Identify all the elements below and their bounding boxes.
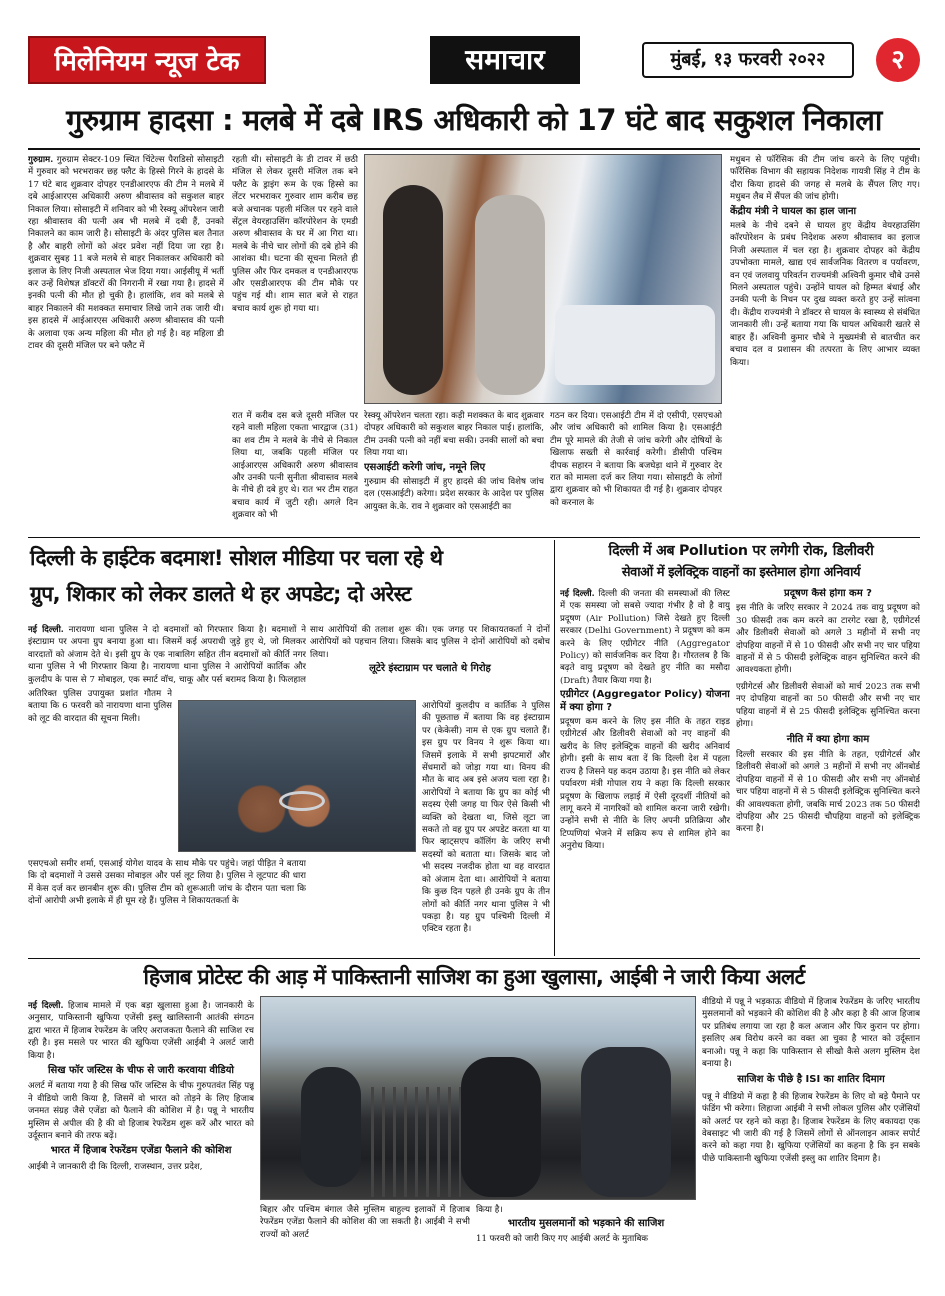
story1-column-5 [730,154,920,534]
story1-minister-subhead: केंद्रीय मंत्री ने घायल का हाल जाना [730,205,857,217]
story3-col1-text: दिल्ली की जनता की समस्याओं की लिस्ट में एक समस्या जो सबसे ज्यादा गंभीर है वो है वायु प्रदूषण (Air Pollution) जिसे देखते हुए दिल्ली सरकार (Delhi Government) ने प्रदूषण को कम करने के लिए एग्रीगेटर नीति (Aggregator Policy) को सार्वजनिक कर दिया है। गौरतलब है कि बढ़ते वायु प्रदूषण को देखते हुए नीति का मसौदा (Draft) तैयार किया गया है। [560,589,730,686]
story3-dateline: नई दिल्ली. [560,589,595,599]
story2-col2-text: साथ आरोपियों की तलाश शुरू की। एक जगह पर शिकायतकर्ता ने दोनों आरोपियों को पहचान लिया। जिसके बाद पुलिस ने दोनों आरोपियों को दबोच लिया। [310,625,550,660]
story2-column-1-bottom [28,858,306,956]
story1-column-2a [232,154,358,404]
story4-col4-text: वीडियो में पन्नू ने भड़काऊ वीडियो में हिजाब रेफरेंडम के जरिए भारतीय मुसलमानों को भड़काने की कोशिश की है और कहा है की आज हिजाब पर प्रतिबंध लगाया जा रहा है कल अजान और फिर कुरान पर होगा। इसलिए अब विरोध करने का वक्त आ चुका है भारत को उर्दूस्तान बनाओ। पन्नू ने कहा कि पाकिस्तान से सीखो कैसे अलग मुस्लिम देश बनाया है। [702,997,920,1070]
issue-date: मुंबई, १३ फरवरी २०२२ [642,42,854,78]
story4-column-1 [28,1000,254,1254]
story3-headline-line2: सेवाओं में इलेक्ट्रिक वाहनों का इस्तेमाल होगा अनिवार्य [621,565,861,580]
story1-sit-subhead: एसआईटी करेगी जांच, नमूने लिए [364,461,486,473]
story1-col5b-text: मलबे के नीचे दबने से घायल हुए केंद्रीय वेयरहाउसिंग कॉरपोरेशन के प्रबंध निदेशक अरुण श्रीवास्तव का इलाज निजी अस्पताल में चल रहा है। शुक्रवार दोपहर को केंद्रीय उपभोक्ता मामले, खाद्य एवं सार्वजनिक वितरण व पर्यावरण, वन एवं जलवायु परिवर्तन राज्यमंत्री अश्विनी कुमार चौबे उनसे मिलने अस्पताल पहुंचे। उन्होंने घायल को हिम्मत बंधाई और उनकी पत्नी के निधन पर दुख व्यक्त करते हुए उन्हें सांत्वना दी। केंद्रीय राज्यमंत्री ने डॉक्टर से घायल के स्वास्थ्य से संबंधित जानकारी ली। उन्हें बताया गया कि घायल अधिकारी खतरे से बाहर हैं। अश्विनी कुमार चौबे ने मुख्यमंत्री से बातचीत कर बचाव दल व प्रशासन की तत्परता के लिए आभार व्यक्त किया। [730,221,920,368]
hijab-protest-photo [260,996,696,1200]
story4-column-3 [476,1204,696,1256]
story1-column-4 [550,410,722,534]
story2-dateline: नई दिल्ली. [28,625,64,635]
story4-headline: हिजाब प्रोटेस्ट की आड़ में पाकिस्तानी साजिश का हुआ खुलासा, आईबी ने जारी किया अलर्ट [143,965,805,989]
story3-headline-line1: दिल्ली में अब Pollution पर लगेगी रोक, डिलीवरी [608,543,874,559]
section-label: समाचार [430,36,580,84]
story2-col1-text: नारायणा थाना पुलिस ने दो बदमाशों को गिरफ्तार किया है। बदमाशों ने इंस्टाग्राम पर अपना ग्रुप बनाया हुआ था। जिसमें कई अपराधी जुड़े हुए थे, जो मिलकर वारदातों को अंजाम देते थे। इसी ग्रुप के एक नाबालिग सहित तीन बदमाशों को कीर्ति नगर थाना पुलिस ने भी गिरफ्तार किया है। नारायणा थाना पुलिस ने आरोपियों कार्तिक और कुलदीप के पास से 7 मोबाइल, एक स्मार्ट वॉच, चाकू और पर्स बरामद किया है। फिलहाल [28,625,306,684]
story3-col2c-text: दिल्ली सरकार की इस नीति के तहत, एग्रीगेटर्स और डिलीवरी सेवाओं को अगले 3 महीनों में सभी नए ऑनबोर्ड दोपहिया वाहनों में से 10 फीसदी और सभी नए ऑनबोर्ड चार पहिया वाहनों में से 5 फीसदी इलेक्ट्रिक सुनिश्चित करने की आवश्यकता होगी, जबकि मार्च 2023 तक 50 फीसदी दोपहिया और 25 फीसदी चौपहिया वाहनों को इलेक्ट्रिक करना है। [736,749,920,835]
story1-column-2b [232,410,358,534]
photo-crowd-group-3 [581,1047,671,1197]
story2-column-2b [422,700,550,956]
story3-policy-subhead: एग्रीगेटर (Aggregator Policy) योजना में क्या होगा ? [560,689,730,713]
story2-headline-line1: दिल्ली के हाईटेक बदमाश! सोशल मीडिया पर चला रहे थे [30,546,443,570]
masthead [28,36,920,84]
story4-column-4 [702,996,920,1256]
story2-col1c-text: एसएचओ समीर शर्मा, एसआई योगेश यादव के साथ मौके पर पहुंचे। जहां पीड़ित ने बताया कि दो बदमाशों ने उससे उसका मोबाइल और पर्स लूट लिया है। पुलिस ने लूटपाट की धारा में केस दर्ज कर छानबीन शुरू की। पुलिस टीम को शुरूआती जांच के दौरान पता चला कि दोनों आरोपी अभी इलाके में ही घूम रहे हैं। पुलिस ने शिकायतकर्ता के [28,859,306,907]
story1-col5-text: मधुबन से फॉरेंसिक की टीम जांच करने के लिए पहुंची। फॉरेंसिक विभाग की सहायक निदेशक गायत्री सिंह ने टीम के दौरा किया हादसे की जगह से मलबे के सैंपल लिए गए। मधुबन लैब में सैंपल की जांच होगी। [730,155,920,203]
story4-dateline: नई दिल्ली. [28,1001,64,1011]
page-number-badge: २ [876,38,920,82]
story4-col2-text: बिहार और पश्चिम बंगाल जैसे मुस्लिम बाहुल्य इलाकों में हिजाब रेफरेंडम एजेंडा फैलाने की कोशिश की जा सकती है। आईबी ने सभी राज्यों को अलर्ट [260,1205,470,1240]
photo-gate-bars [371,1087,461,1197]
story2-story3-divider [554,540,555,956]
story3-column-1 [560,588,730,956]
story3-col2-text: इस नीति के जरिए सरकार ने 2024 तक वायु प्रदूषण को 30 फीसदी तक कम करने का टारगेट रखा है, एग्रीगेटर्स और डिलीवरी सेवाओं को अगले 3 महीनों में सभी नए दोपहिया वाहनों में से 10 फीसदी और सभी नए चार पहिया वाहनों में से 5 फीसदी इलेक्ट्रिक वाहन सुनिश्चित करने की आवश्यकता होगी। [736,603,920,676]
brand-logo: मिलेनियम न्यूज टेक [28,36,266,84]
story2-headline-line2: ग्रुप, शिकार को लेकर डालते थे हर अपडेट; दो अरेस्ट [30,582,412,606]
story1-col3-text: रेस्क्यू ऑपरेशन चलता रहा। कड़ी मशक्कत के बाद शुक्रवार दोपहर अधिकारी को सकुशल बाहर निकाल पाई। हालांकि, टीम उनकी पत्नी को नहीं बचा सकी। उनकी सालों को बचा लिया गया था। [364,411,544,459]
story1-column-1 [28,154,224,528]
story4-agenda-subhead: भारत में हिजाब रेफरेंडम एजेंडा फैलाने की कोशिश [50,1145,232,1157]
story4-col1c-text: आईबी ने जानकारी दी कि दिल्ली, राजस्थान, उत्तर प्रदेश, [28,1161,203,1172]
story2-col2b-text: आरोपियों कुलदीप व कार्तिक ने पुलिस की पूछताछ में बताया कि वह इंस्टाग्राम पर (केकेसी) नाम से एक ग्रुप चलाते हैं। इस ग्रुप पर विनय ने शुरू किया था। जिसमें इलाके में सभी झपटमारों और सेंधमारों को जोड़ा गया था। विनय की मौत के बाद अब इसे अजय चला रहा है। आरोपियों ने बताया कि ग्रुप का कोई भी सदस्य ऐसी जगह या फिर ऐसे किसी भी व्यक्ति को देखता था, जिसे लूटा जा सकते तो वह ग्रुप पर अपडेट करता था या फिर व्हाट्सएप कॉलिंग के जरिए सभी सदस्यों को बताता था। जिसके बाद जो भी सदस्य नजदीक होता था वह वारदात को अंजाम देता था। आरोपियों ने बताया कि कुछ दिन पहले ही उनके ग्रुप के तीन लोगों को कीर्ति नगर थाना पुलिस ने भी पकड़ा है। यह ग्रुप पश्चिमी दिल्ली में एक्टिव रहता है। [422,701,550,935]
story1-top-rule [28,148,920,150]
story1-col1-text: गुरुग्राम सेक्टर-109 स्थित चिंटेल्स पैराडिसो सोसाइटी में गुरुवार को भरभराकर छह फ्लैट के हिस्से गिरने के हादसे के 17 घंटे बाद शुक्रवार दोपहर एनडीआरएफ की टीम ने मलबे में दबे आईआरएस अधिकारी अरुण श्रीवास्तव को सकुशल बाहर निकाल लिया। सोसाइटी में शनिवार को भी रेस्क्यू ऑपरेशन जारी रहा श्रीवास्तव की पत्नी अब भी मलबे में दबी हैं, उनको निकालने का काम जारी है। सोसाइटी के अंदर पुलिस बल तैनात है और बाहरी लोगों को अंदर प्रवेश नहीं दिया जा रहा है। शुक्रवार सुबह 11 बजे मलबे से बाहर निकालकर अधिकारी को इलाज के लिए निजी अस्पताल भेज दिया गया। आईसीयू में भर्ती कर उन्हें विशेषज्ञ डॉक्टरों की निगरानी में रखा गया है। हादसे में इनकी पत्नी की मौत हो चुकी है। हालांकि, शव को मलबे से बाहर निकालने की मशक्कत समाचार लिखे जाने तक जारी थी। इस हादसे में आईआरएस अधिकारी अरुण श्रीवास्तव की पत्नी के अलावा एक अन्य महिला की मौत हो गई है। वह महिला डी टावर की दूसरी मंजिल पर बने फ्लैट में [28,155,224,352]
story1-col2a-text: रहती थी। सोसाइटी के डी टावर में छठी मंजिल से लेकर दूसरी मंजिल तक बने फ्लैट के ड्राइंग रूम के एक हिस्से का लेंटर भरभराकर गुरुवार शाम करीब छह बजे अचानक पहली मंजिल पर रहने वाले सेंट्रल वेयरहाउसिंग कॉरपोरेशन के एमडी अरुण श्रीवास्तव के घर में आ गिरा था। मलबे के नीचे चार लोगों की दबे होने की आशंका थी। घटना की सूचना मिलते ही पुलिस और फिर दमकल व एनडीआरएफ और एसडीआरएफ की टीम मौके पर पहुंच गई थी। शाम सात बजे से राहत बचाव कार्य शुरू हो गया था। [232,155,358,314]
story3-work-subhead: नीति में क्या होगा काम [786,734,870,746]
photo-figure-center [475,195,545,395]
story2-gang-subhead: लूटेरे इंस्टाग्राम पर चलाते थे गिरोह [369,663,491,675]
handcuffs-photo [178,700,416,852]
story3-reduction-subhead: प्रदूषण कैसे होगा कम ? [784,588,872,599]
story4-col3b-text: 11 फरवरी को जारी किए गए आईबी अलर्ट के मुताबिक [476,1233,648,1244]
hospital-visit-photo [364,154,722,404]
story3-col1b-text: प्रदूषण कम करने के लिए इस नीति के तहत राइड एग्रीगेटर्स और डिलीवरी सेवाओं को नए वाहनों की खरीद के लिए इलेक्ट्रिक वाहनों की खरीद अनिवार्य होगी। इसी के साथ बता दें कि दिल्ली देश में पहला राज्य है जिसने यह कदम उठाया है। इस नीति को लेकर पर्यावरण मंत्री गोपाल राय ने कहा कि दिल्ली सरकार प्रदूषण के खिलाफ लड़ाई में ऐसी दूरदर्शी नीतियों को लागू करने में नागरिकों को शामिल करना जारी रखेगी। उन्होंने सभी से नीति के लिए अपनी प्रतिक्रिया और टिप्पणियां भेजने में सक्रिय रूप से शामिल होने का अनुरोध किया। [560,717,730,852]
photo-handcuff-ring [279,791,325,811]
story1-headline: गुरुग्राम हादसा : मलबे में दबे IRS अधिकारी को 17 घंटे बाद सकुशल निकाला [66,103,882,137]
story2-column-2 [310,624,550,696]
story4-col1-text: हिजाब मामले में एक बड़ा खुलासा हुआ है। जानकारी के अनुसार, पाकिस्तानी खुफिया एजेंसी इस्लु खालिस्तानी आतंकी संगठन द्वारा भारत में हिजाब रेफरेंडम के जरिए अराजकता फैलाने की साजिश रच रही है। इस मसले पर भारत की खुफिया एजेंसी आईबी ने अलर्ट जारी किया है। [28,1001,254,1061]
story1-col4-text: गठन कर दिया। एसआईटी टीम में दो एसीपी, एसएचओ और जांच अधिकारी को शामिल किया है। एसआईटी टीम पूरे मामले की तेजी से जांच करेगी और दोषियों के खिलाफ सख्ती से कार्रवाई करेगी। डीसीपी पश्चिम दीपक सहारन ने बताया कि बजघेड़ा थाने में गुरुवार देर रात को मामला दर्ज कर लिया गया। सोसाइटी के लोगों द्वारा शुक्रवार को भी शिकायत दी गई है। शुक्रवार दोपहर को करनाल के [550,411,722,508]
story1-dateline: गुरुग्राम. [28,155,54,165]
story4-top-rule [28,958,920,959]
story4-col4b-text: पन्नू ने वीडियो में कहा है की हिजाब रेफरेंडम के लिए वो बड़े पैमाने पर फंडिंग भी करेगा। लिहाजा आईबी ने सभी लोकल पुलिस और एजेंसियों को अलर्ट पर रहने को कहा है। हिजाब रेफरेंडम के लिए बकायदा एक वेबसाइट भी जारी की गई है जिसमें लोगों से ऑनलाइन आकर सपोर्ट करने को कहा गया है। खुफिया एजेंसियों का कहना है कि इन सबके पीछे पाकिस्तानी खुफिया एजेंसी इस्लु का शातिर दिमाग है। [702,1091,920,1164]
story4-col1b-text: अलर्ट में बताया गया है की सिख फॉर जस्टिस के चीफ गुरुपतवंत सिंह पन्नू ने वीडियो जारी किया है, जिसमें वो भारत को तोड़ने के लिए हिजाब जनमत संग्रह जैसे एजेंडा को फैलाने की कोशिश में है। पन्नू ने भारतीय मुस्लिम से अपील की है की वो हिजाब रेफरेंडम शुरू करें और भारत को उर्दूस्तान बनाने की तरफ बढ़ें। [28,1081,254,1142]
story3-col2b-text: एग्रीगेटर्स और डिलीवरी सेवाओं को मार्च 2023 तक सभी नए दोपहिया वाहनों का 50 फीसदी और सभी नए चार पहिया वाहनों में से 25 फीसदी इलेक्ट्रिक सुनिश्चित करना होगा। [736,681,920,730]
story2-col1b-text: अतिरिक्त पुलिस उपायुक्त प्रशांत गौतम ने बताया कि 6 फरवरी को नारायणा थाना पुलिस को लूट की वारदात की सूचना मिली। [28,689,172,724]
story1-bottom-rule [28,537,920,538]
story4-isi-subhead: साजिश के पीछे है ISI का शातिर दिमाग [737,1074,885,1086]
photo-figure-left [383,185,443,395]
story2-column-1 [28,624,306,684]
story4-column-2 [260,1204,470,1256]
photo-crowd-group-1 [301,1067,361,1187]
photo-patient-bed [555,305,715,385]
story4-provoke-subhead: भारतीय मुसलमानों को भड़काने की साजिश [507,1218,665,1230]
story1-col3b-text: गुरुग्राम की सोसाइटी में हुए हादसे की जांच विशेष जांच दल (एसआईटी) करेगा। प्रदेश सरकार के आदेश पर पुलिस आयुक्त के.के. राव ने शुक्रवार को एसआईटी का [364,477,544,512]
story4-sfj-subhead: सिख फॉर जस्टिस के चीफ से जारी करवाया वीडियो [47,1065,235,1077]
story1-col2b-text: रात में करीब दस बजे दूसरी मंजिल पर रहने वाली महिला एकता भारद्वाज (31) का शव टीम ने मलबे के नीचे से निकाल लिया था, जबकि पहली मंजिल पर आईआरएस अधिकारी अरुण श्रीवास्तव और उनकी पत्नी सुनीता श्रीवास्तव मलबे के नीचे ही दबे हुए थे। रात भर टीम राहत बचाव कार्य में जुटी रही। अगले दिन शुक्रवार को भी [232,411,358,521]
story2-column-1-narrow [28,688,172,856]
photo-crowd-group-2 [461,1057,541,1197]
story1-column-3 [364,410,544,534]
story3-column-2 [736,588,920,956]
story4-col3-text: किया है। [476,1205,503,1215]
